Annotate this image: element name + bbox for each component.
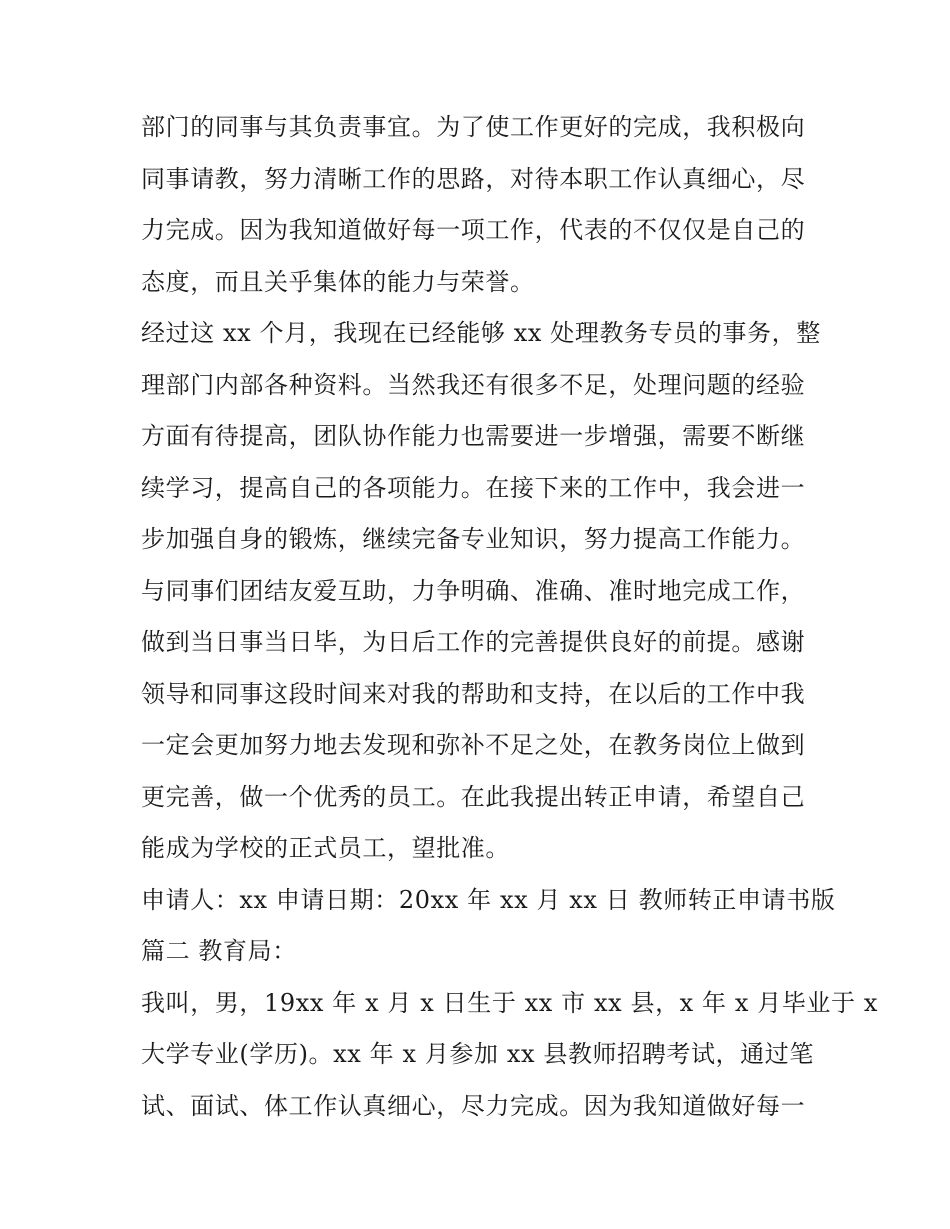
- text-line: 步加强自身的锻炼，继续完备专业知识，努力提高工作能力。: [141, 525, 806, 553]
- text-line: 能成为学校的正式员工，望批准。: [141, 834, 510, 862]
- text-line: 同事请教，努力清晰工作的思路，对待本职工作认真细心，尽: [141, 164, 806, 193]
- document-body: [141, 102, 878, 1132]
- text-line: 态度，而且关乎集体的能力与荣誉。: [141, 267, 535, 296]
- text-line: 领导和同事这段时间来对我的帮助和支持，在以后的工作中我: [141, 679, 806, 708]
- text-line: 做到当日事当日毕，为日后工作的完善提供良好的前提。感谢: [141, 628, 806, 656]
- text-line: 试、面试、体工作认真细心，尽力完成。因为我知道做好每一: [141, 1091, 806, 1120]
- text-line: 大学专业(学历)。xx 年 x 月参加 xx 县教师招聘考试，通过笔: [141, 1040, 814, 1068]
- text-line: 方面有待提高，团队协作能力也需要进一步增强，需要不断继: [141, 422, 806, 450]
- text-line: 经过这 xx 个月，我现在已经能够 xx 处理教务专员的事务，整: [141, 319, 821, 347]
- text-line: 理部门内部各种资料。当然我还有很多不足，处理问题的经验: [141, 370, 806, 399]
- text-line: 续学习，提高自己的各项能力。在接下来的工作中，我会进一: [141, 473, 806, 502]
- text-line: 更完善，做一个优秀的员工。在此我提出转正申请，希望自己: [141, 782, 806, 811]
- text-line: 我叫，男，19xx 年 x 月 x 日生于 xx 市 xx 县，x 年 x 月毕业于 x: [141, 988, 878, 1017]
- text-line: 部门的同事与其负责事宜。为了使工作更好的完成，我积极向: [141, 113, 806, 141]
- text-line: 与同事们团结友爱互助，力争明确、准确、准时地完成工作，: [141, 576, 806, 605]
- text-line: 一定会更加努力地去发现和弥补不足之处，在教务岗位上做到: [141, 731, 806, 759]
- applicant-signature-line: 申请人：xx 申请日期：20xx 年 xx 月 xx 日 教师转正申请书版: [141, 885, 836, 914]
- section-heading: 篇二 教育局：: [141, 937, 297, 965]
- text-line: 力完成。因为我知道做好每一项工作，代表的不仅仅是自己的: [141, 216, 806, 244]
